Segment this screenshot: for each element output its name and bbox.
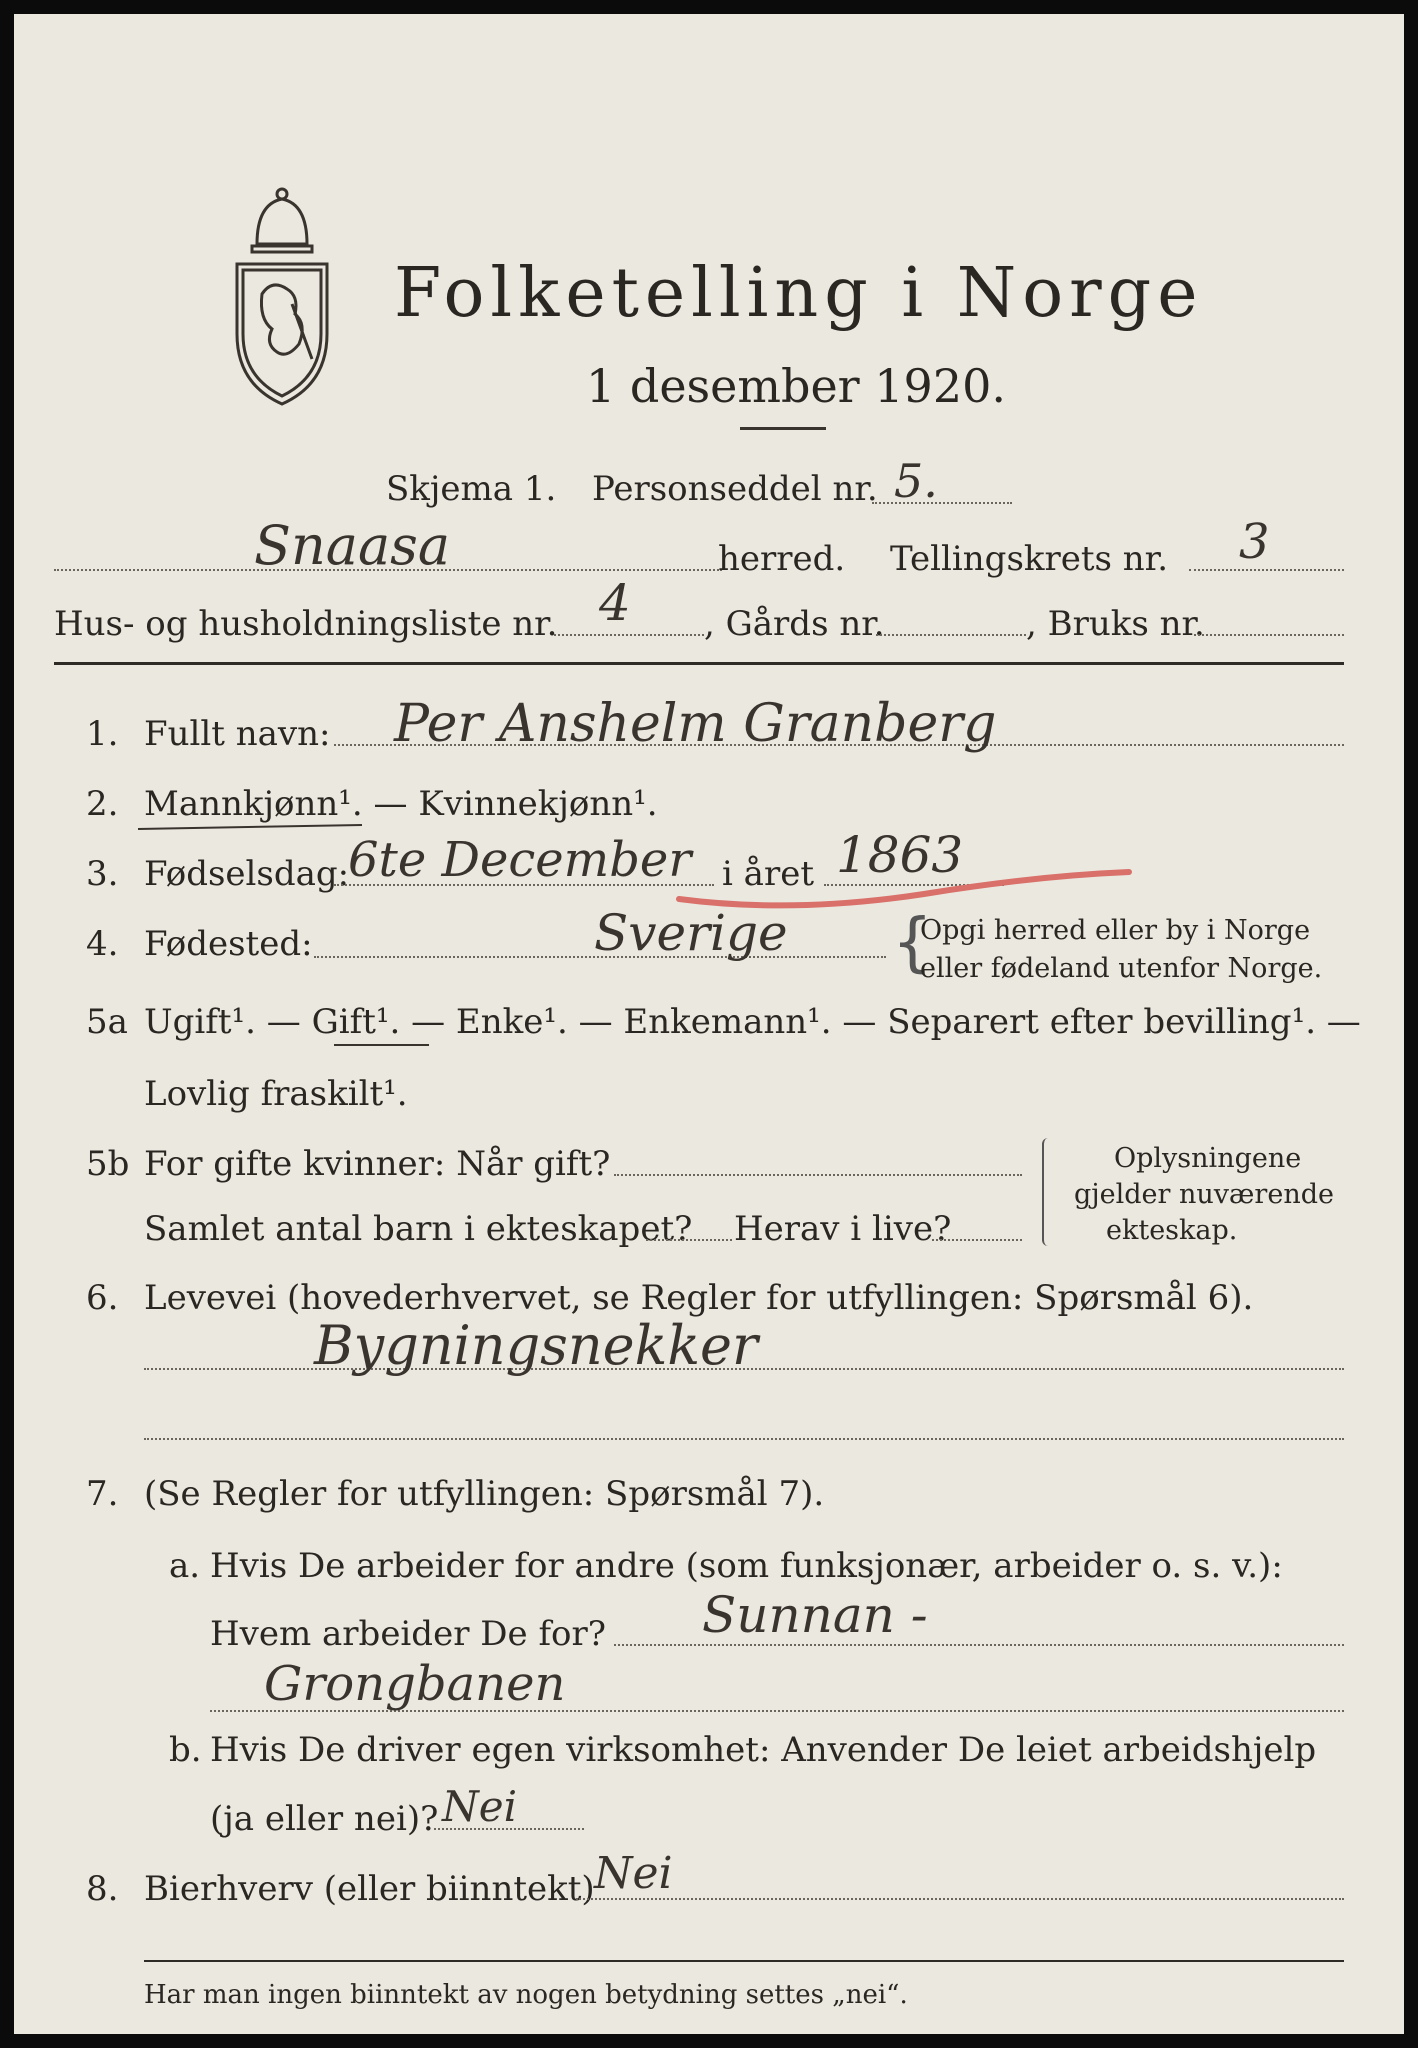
q5b-line1: For gifte kvinner: Når gift? — [144, 1144, 611, 1184]
title-divider — [740, 427, 826, 430]
q5b-note-line2: gjelder nuværende — [1074, 1179, 1334, 1210]
norwegian-coat-of-arms-icon — [217, 184, 347, 414]
tellingskrets-value: 3 — [1239, 514, 1270, 570]
q7b-value: Nei — [442, 1782, 518, 1831]
q8-line — [576, 1898, 1344, 1900]
q2-underline-mark — [138, 824, 362, 830]
q5b-note-line3: ekteskap. — [1106, 1215, 1238, 1246]
q7b-line2: (ja eller nei)? — [210, 1799, 439, 1839]
q5a-underline-mark — [334, 1044, 429, 1046]
q4-value: Sverige — [594, 904, 788, 962]
schema-label: Skjema 1. — [386, 469, 557, 509]
personseddel-line — [872, 502, 1012, 504]
q4-label: Fødested: — [144, 924, 313, 964]
q4-note-line2: eller fødeland utenfor Norge. — [920, 953, 1323, 984]
q3-label: Fødselsdag: — [144, 854, 350, 894]
q7-number: 7. — [86, 1474, 119, 1514]
q5b-when-line — [614, 1174, 1022, 1176]
q3-year-value: 1863 — [836, 826, 964, 884]
header-divider — [54, 662, 1344, 665]
q8-number: 8. — [86, 1869, 119, 1909]
bruks-label: , Bruks nr. — [1026, 604, 1205, 644]
q5b-children-line — [646, 1239, 732, 1241]
form-title: Folketelling i Norge — [394, 254, 1204, 333]
q3-year-label: i året — [722, 854, 814, 894]
q8-value: Nei — [594, 1848, 673, 1899]
footer-note: Har man ingen biinntekt av nogen betydning settes „nei“. — [144, 1980, 908, 2010]
q7a-letter: a. — [169, 1546, 201, 1586]
q3-number: 3. — [86, 854, 119, 894]
q5a-line2: Lovlig fraskilt¹. — [144, 1074, 408, 1114]
bruks-line — [1194, 634, 1344, 636]
q5b-note-line1: Oplysningene — [1114, 1143, 1302, 1174]
hus-line — [554, 634, 704, 636]
q5a-line1: Ugift¹. — Gift¹. — Enke¹. — Enkemann¹. — Separert efter bevilling¹. — — [144, 1002, 1361, 1042]
herred-label: herred. — [718, 539, 846, 579]
q4-note-line1: Opgi herred eller by i Norge — [920, 915, 1311, 946]
q8-label: Bierhverv (eller biinntekt) — [144, 1869, 595, 1909]
q6-value: Bygningsnekker — [314, 1314, 758, 1377]
q4-number: 4. — [86, 924, 119, 964]
q7b-letter: b. — [169, 1730, 202, 1770]
q4-brace: { — [892, 906, 933, 980]
q7a-line2: Hvem arbeider De for? — [210, 1614, 606, 1654]
personseddel-value: 5. — [894, 454, 938, 508]
q2-number: 2. — [86, 784, 119, 824]
gards-line — [876, 634, 1026, 636]
q3-value: 6te December — [348, 832, 692, 888]
q7-label: (Se Regler for utfyllingen: Spørsmål 7). — [144, 1474, 825, 1514]
q1-label: Fullt navn: — [144, 714, 331, 754]
hus-value: 4 — [599, 574, 631, 632]
q6-line2 — [144, 1438, 1344, 1440]
tellingskrets-label: Tellingskrets nr. — [890, 539, 1169, 579]
q6-label: Levevei (hovederhvervet, se Regler for utfyllingen: Spørsmål 6). — [144, 1278, 1254, 1318]
q5b-line2a: Samlet antal barn i ekteskapet? — [144, 1209, 693, 1249]
form-date: 1 desember 1920. — [586, 359, 1006, 413]
gards-label: , Gårds nr. — [704, 604, 885, 644]
q2-label: Mannkjønn¹. — Kvinnekjønn¹. — [144, 784, 658, 824]
footer-divider — [144, 1960, 1344, 1962]
q7a-line-employer1 — [614, 1644, 1344, 1646]
hus-label: Hus- og husholdningsliste nr. — [54, 604, 558, 644]
personseddel-label: Personseddel nr. — [592, 469, 878, 509]
q6-number: 6. — [86, 1278, 119, 1318]
q7a-line1: Hvis De arbeider for andre (som funksjonær, arbeider o. s. v.): — [210, 1546, 1283, 1586]
q7a-value2: Grongbanen — [264, 1656, 566, 1712]
q7b-line1: Hvis De driver egen virksomhet: Anvender De leiet arbeidshjelp — [210, 1730, 1317, 1770]
q5a-number: 5a — [86, 1002, 128, 1042]
q1-value: Per Anshelm Granberg — [394, 694, 997, 754]
q5b-number: 5b — [86, 1144, 130, 1184]
q7a-value1: Sunnan - — [702, 1586, 928, 1644]
census-form-page — [14, 14, 1404, 2034]
q5b-bracket — [1042, 1138, 1052, 1246]
herred-value: Snaasa — [254, 514, 451, 577]
q5b-alive-line — [932, 1239, 1022, 1241]
q1-number: 1. — [86, 714, 119, 754]
q5b-line2b: Herav i live? — [734, 1209, 952, 1249]
